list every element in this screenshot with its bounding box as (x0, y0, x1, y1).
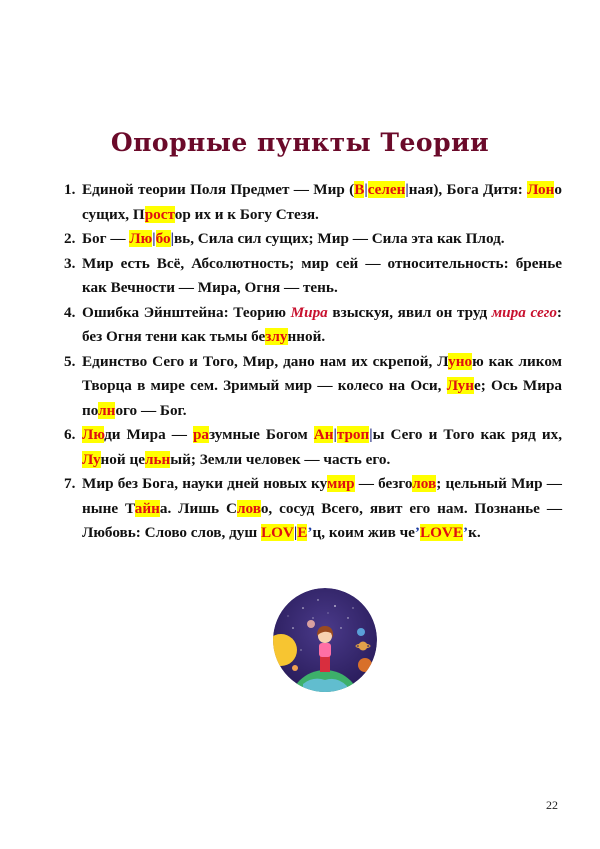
highlighted-fragment: Ан (313, 426, 334, 443)
text-fragment: ; цельный Мир — ныне Т (82, 475, 562, 517)
text-fragment: вь, Сила сил сущих; Мир — Сила эта как Плод. (173, 230, 505, 247)
highlighted-fragment: В (354, 181, 365, 198)
text-fragment: е; Ось Мира по (82, 377, 563, 419)
separator-bar: | (152, 230, 156, 247)
text-fragment: ц, коим жив че (312, 524, 415, 541)
separator-bar: | (170, 230, 174, 247)
text-fragment: ого — Бог. (115, 401, 187, 419)
theory-point-5 (64, 350, 562, 424)
highlighted-fragment: Лю (129, 230, 153, 247)
highlighted-fragment: н (545, 181, 555, 198)
text-fragment: Мир без Бога, науки дней новых ку (82, 475, 327, 492)
apostrophe: ’ (414, 524, 420, 541)
highlighted-fragment: лов (236, 499, 261, 517)
highlighted-fragment: Лю (82, 426, 105, 443)
text-fragment: ной це (100, 450, 145, 468)
highlighted-fragment: Лу (446, 377, 466, 394)
separator-bar: | (369, 426, 373, 443)
theory-point-7 (64, 472, 562, 546)
text-fragment: Единой теории Поля Предмет — Мир ( (82, 181, 355, 198)
separator-bar: | (405, 181, 409, 198)
text-fragment: ый; Земли человек — часть его. (170, 450, 391, 468)
highlighted-fragment: рост (144, 205, 175, 223)
text-fragment: зумные Богом (208, 426, 314, 443)
separator-bar: | (333, 426, 337, 443)
emphasized-word: мира сего (491, 303, 557, 321)
highlighted-fragment: E (297, 524, 308, 541)
text-fragment: а. Лишь С (159, 499, 237, 517)
text-fragment: Ошибка Эйнштейна: Теорию (82, 303, 291, 321)
highlighted-fragment: селен (367, 181, 406, 198)
highlighted-fragment: айн (134, 499, 160, 517)
text-fragment: Мир есть Всё, Абсолютность; мир сей — относительность: бренье как Вечности — Мира, Огня — тень. (82, 254, 562, 296)
emphasized-word: Мира (290, 303, 328, 321)
highlighted-fragment: Ло (527, 181, 546, 198)
highlighted-fragment: троп (336, 426, 370, 443)
text-fragment: ы Сего и Того как ряд их, (372, 426, 562, 443)
highlighted-fragment: лн (98, 401, 116, 419)
highlighted-fragment: LOVE (419, 524, 464, 541)
point-number: 7. (64, 475, 76, 492)
highlighted-fragment: LOV (260, 524, 294, 541)
apostrophe: ’ (307, 524, 313, 541)
theory-point-2 (64, 227, 562, 252)
theory-point-1 (64, 178, 562, 227)
point-number: 2. (64, 230, 76, 247)
text-fragment: ор их и к Богу Стезя. (174, 205, 319, 223)
theory-point-4 (64, 301, 562, 350)
text-fragment: ю как ликом Творца в мире сем. Зримый мир — колесо на Оси, (82, 352, 562, 394)
text-fragment: нной. (287, 328, 326, 345)
point-number: 5. (64, 352, 76, 370)
separator-bar: | (293, 524, 298, 541)
point-number: 6. (64, 426, 76, 443)
highlighted-fragment: злу (265, 328, 288, 345)
highlighted-fragment: уно (448, 352, 473, 370)
text-fragment: Единство Сего и Того, Мир, дано нам их скрепой, Л (82, 352, 449, 370)
text-fragment: о, сосуд Всего, явит его нам. Познанье — Любовь: Слово слов, душ (82, 499, 563, 541)
text-fragment: к. (468, 524, 481, 541)
text-fragment: ная), Бога Дитя: (408, 181, 528, 198)
theory-point-3 (64, 252, 562, 301)
highlighted-fragment: бо (155, 230, 171, 247)
point-number: 1. (64, 181, 76, 198)
highlighted-fragment: льн (144, 450, 171, 468)
text-fragment: Бог — (82, 230, 130, 247)
text-fragment: взыскуя, явил он труд (327, 303, 492, 321)
text-fragment: — безго (354, 475, 413, 492)
highlighted-fragment: мир (327, 475, 355, 492)
space-girl-illustration (273, 588, 377, 692)
separator-bar: | (364, 181, 368, 198)
point-number: 4. (64, 303, 76, 321)
text-fragment: ди Мира — (104, 426, 193, 443)
highlighted-fragment: Лу (82, 450, 101, 468)
page-title: Опорные пункты Теории (110, 128, 490, 157)
point-number: 3. (64, 254, 76, 272)
apostrophe: ’ (463, 524, 469, 541)
theory-point-6 (64, 423, 562, 472)
page-number: 22 (546, 798, 558, 812)
text-fragment: о сущих, П (82, 181, 562, 223)
theory-points-list (64, 178, 562, 546)
text-fragment: : без Огня тени как тьмы бе (82, 303, 562, 345)
highlighted-fragment: лов (412, 475, 437, 492)
highlighted-fragment: н (465, 377, 474, 394)
highlighted-fragment: ра (192, 426, 209, 443)
